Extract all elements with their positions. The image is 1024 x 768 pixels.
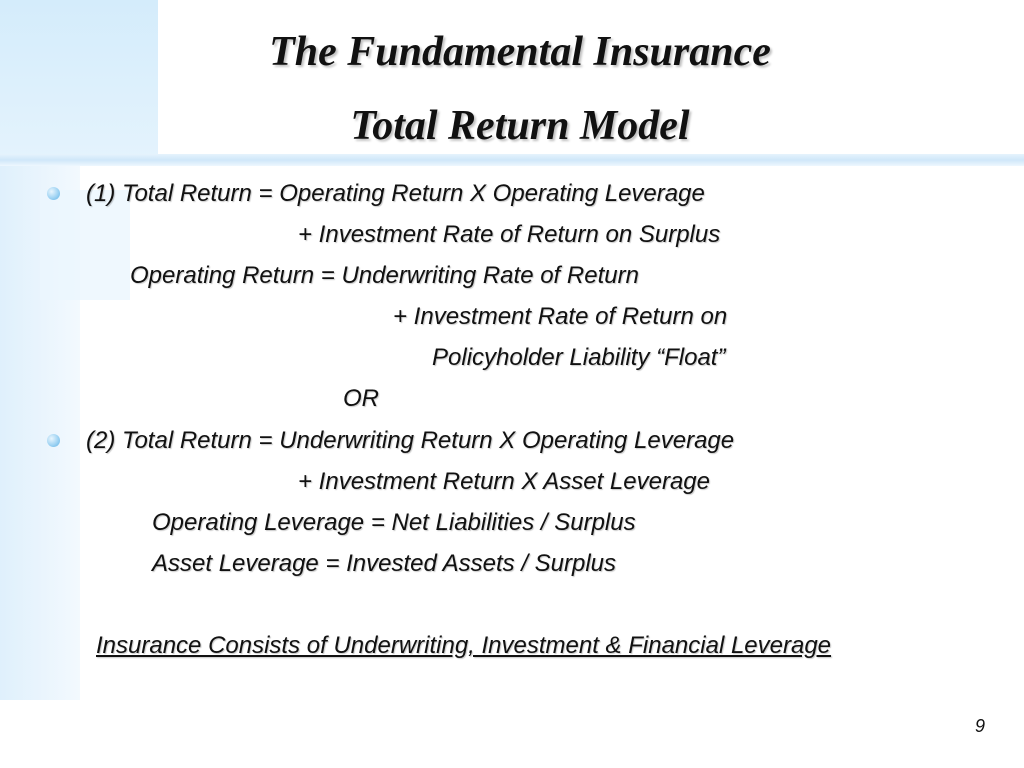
page-number: 9 xyxy=(975,716,986,736)
slide-footer-statement: Insurance Consists of Underwriting, Investment & Financial Leverage xyxy=(96,632,832,659)
or-separator: OR xyxy=(343,385,379,412)
bullet-icon xyxy=(47,434,60,447)
formula-line-6: (2) Total Return = Underwriting Return X Operating Leverage xyxy=(86,427,735,454)
formula-line-9: Asset Leverage = Invested Assets / Surplus xyxy=(152,550,617,577)
formula-line-3: Operating Return = Underwriting Rate of Return xyxy=(130,262,639,289)
formula-line-7: + Investment Return X Asset Leverage xyxy=(298,468,710,495)
formula-line-5: Policyholder Liability “Float” xyxy=(432,344,726,371)
slide-title-line-2: Total Return Model xyxy=(350,103,690,149)
formula-line-2: + Investment Rate of Return on Surplus xyxy=(298,221,721,248)
slide-title-line-1: The Fundamental Insurance xyxy=(269,29,771,75)
formula-line-8: Operating Leverage = Net Liabilities / Surplus xyxy=(152,509,636,536)
bullet-icon xyxy=(47,187,60,200)
formula-line-4: + Investment Rate of Return on xyxy=(393,303,728,330)
formula-line-1: (1) Total Return = Operating Return X Operating Leverage xyxy=(86,180,705,207)
title-divider-band xyxy=(0,154,1024,166)
